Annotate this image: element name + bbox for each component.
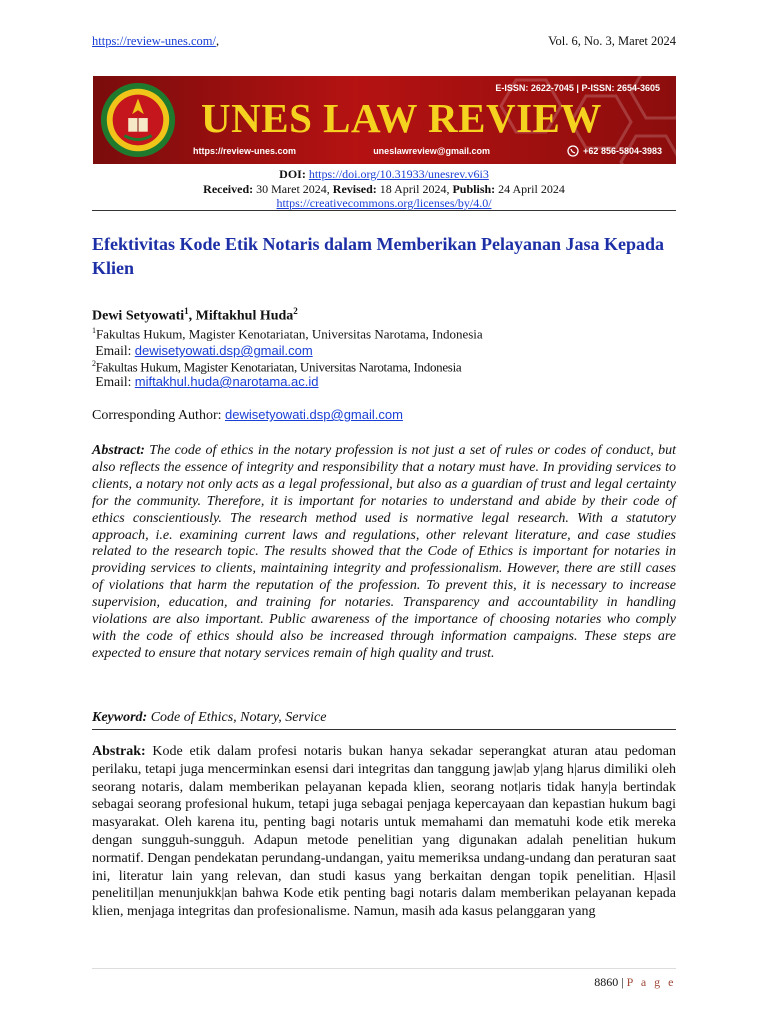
banner-title: UNES LAW REVIEW [201,95,602,141]
author-separator: , [188,308,196,324]
received-date: 30 Maret 2024, [256,181,330,196]
header-comma: , [215,34,220,48]
issn-label: E-ISSN: 2622-7045 | P-ISSN: 2654-3605 [495,83,660,93]
volume-info: Vol. 6, No. 3, Maret 2024 [548,34,676,48]
university-seal-icon [99,81,177,159]
received-label: Received: [203,181,254,196]
email-line-1 [92,343,313,359]
email-line-2 [92,374,319,390]
revised-date: 18 April 2024, [379,181,450,196]
abstrak-label: Abstrak: [92,744,146,759]
keyword-text: Code of Ethics, Notary, Service [147,710,327,725]
revised-label: Revised: [332,181,377,196]
banner-phone: +62 856-5804-3983 [583,146,662,156]
keyword-line [92,710,326,726]
keyword-label: Keyword: [92,710,148,725]
meta-divider [92,210,676,211]
affiliation-1 [92,326,483,342]
corresponding-author [92,407,403,424]
running-header [92,34,676,49]
author-1: Dewi Setyowati [92,308,185,324]
page-separator: | [618,975,627,989]
footer-divider [92,968,676,969]
affiliation-2-sup: 2 [92,359,96,368]
email-1-link[interactable]: dewisetyowati.dsp@gmail.com [134,343,313,358]
keyword-divider [92,729,676,730]
author-2-sup: 2 [293,306,298,316]
page-word: P a g e [626,975,676,989]
publish-label: Publish: [452,181,496,196]
banner-website: https://review-unes.com [193,146,297,156]
banner-phone-group [567,145,662,157]
author-2: Miftakhul Huda [195,308,294,324]
affiliation-1-sup: 1 [92,326,96,335]
publish-date: 24 April 2024 [498,181,565,196]
journal-website-link[interactable]: https://review-unes.com/ [92,34,216,48]
corresponding-label: Corresponding Author: [92,408,225,423]
abstract-label: Abstract: [92,443,145,458]
email-2-link[interactable]: miftakhul.huda@narotama.ac.id [134,374,319,389]
email-2-label: Email: [95,374,135,389]
doi-label: DOI: [279,167,306,181]
page-footer [594,975,676,990]
page-number: 8860 [594,975,619,989]
journal-banner [93,76,676,164]
email-1-label: Email: [95,343,135,358]
abstract-english [92,443,676,663]
author-1-sup: 1 [184,306,189,316]
banner-contacts [193,145,662,157]
corresponding-email-link[interactable]: dewisetyowati.dsp@gmail.com [225,407,403,422]
license-link[interactable]: https://creativecommons.org/licenses/by/4.0/ [276,196,492,210]
article-meta [92,167,676,211]
affiliation-1-text: Fakultas Hukum, Magister Kenotariatan, Universitas Narotama, Indonesia [96,326,483,342]
article-title: Efektivitas Kode Etik Notaris dalam Memberikan Pelayanan Jasa Kepada Klien [92,234,665,278]
banner-email: uneslawreview@gmail.com [373,146,491,156]
abstract-indonesian [92,743,676,921]
abstrak-text: Kode etik dalam profesi notaris bukan hanya sekadar seperangkat aturan atau pedoman perilaku, tetapi juga mencerminkan esensi dari integritas dan tanggung jaw|ab y|ang h|arus dimiliki oleh seorang notaris, dalam memberikan pelayanan kepada klien, seorang not|aris tidak hany|a bertindak sebagai seorang profesional hukum, tetapi juga sebagai penjaga kepercayaan dan kepastian hukum bagi masyarakat. Oleh karena itu, penting bagi notaris untuk memahami dan mematuhi kode etik mereka dengan sungguh-sungguh. Adapun metode penelitian yang digunakan adalah penelitian hukum normatif. Dengan pendekatan perundang-undangan, yaitu memeriksa undang-undang dan peraturan saat ini, literatur lain yang relevan, dan studi kasus yang berkaitan dengan topik penelitian. H|asil penelitil|an menunjukk|an bahwa Kode etik penting bagi notaris dalam memberikan pelayanan kepada klien, menjaga integritas dan profesionalisme. Namun, masih ada kasus pelanggaran yang [92,744,676,920]
abstract-text: The code of ethics in the notary profession is not just a set of rules or codes of conduct, but also reflects the essence of integrity and responsibility that a notary must have. In providing services to clients, a notary not only acts as a legal professional, but also as a guardian of trust and legal certainty for the community. Therefore, it is important for notaries to understand and abide by their code of ethics conscientiously. The research method used is normative legal research. With a statutory approach, i.e. examining current laws and regulations, other relevant literature, and case studies related to the research topic. The results showed that the Code of Ethics is important for notaries in providing services to clients, maintaining integrity and professionalism. However, there are still cases of violations that harm the reputation of the profession. To prevent this, it is necessary to increase supervision, education, and training for notaries. Transparency and accountability in handling violations are also important. Public awareness of the importance of choosing notaries who comply with the code of ethics should also be increased through information campaigns. These steps are expected to ensure that notary services remain of high quality and trust. [92,443,676,661]
author-list [92,306,298,325]
whatsapp-icon [567,145,579,157]
doi-link[interactable]: https://doi.org/10.31933/unesrev.v6i3 [308,167,489,181]
affiliation-2 [92,359,461,375]
affiliation-2-text: Fakultas Hukum, Magister Kenotariatan, Universitas Narotama, Indonesia [95,359,462,375]
